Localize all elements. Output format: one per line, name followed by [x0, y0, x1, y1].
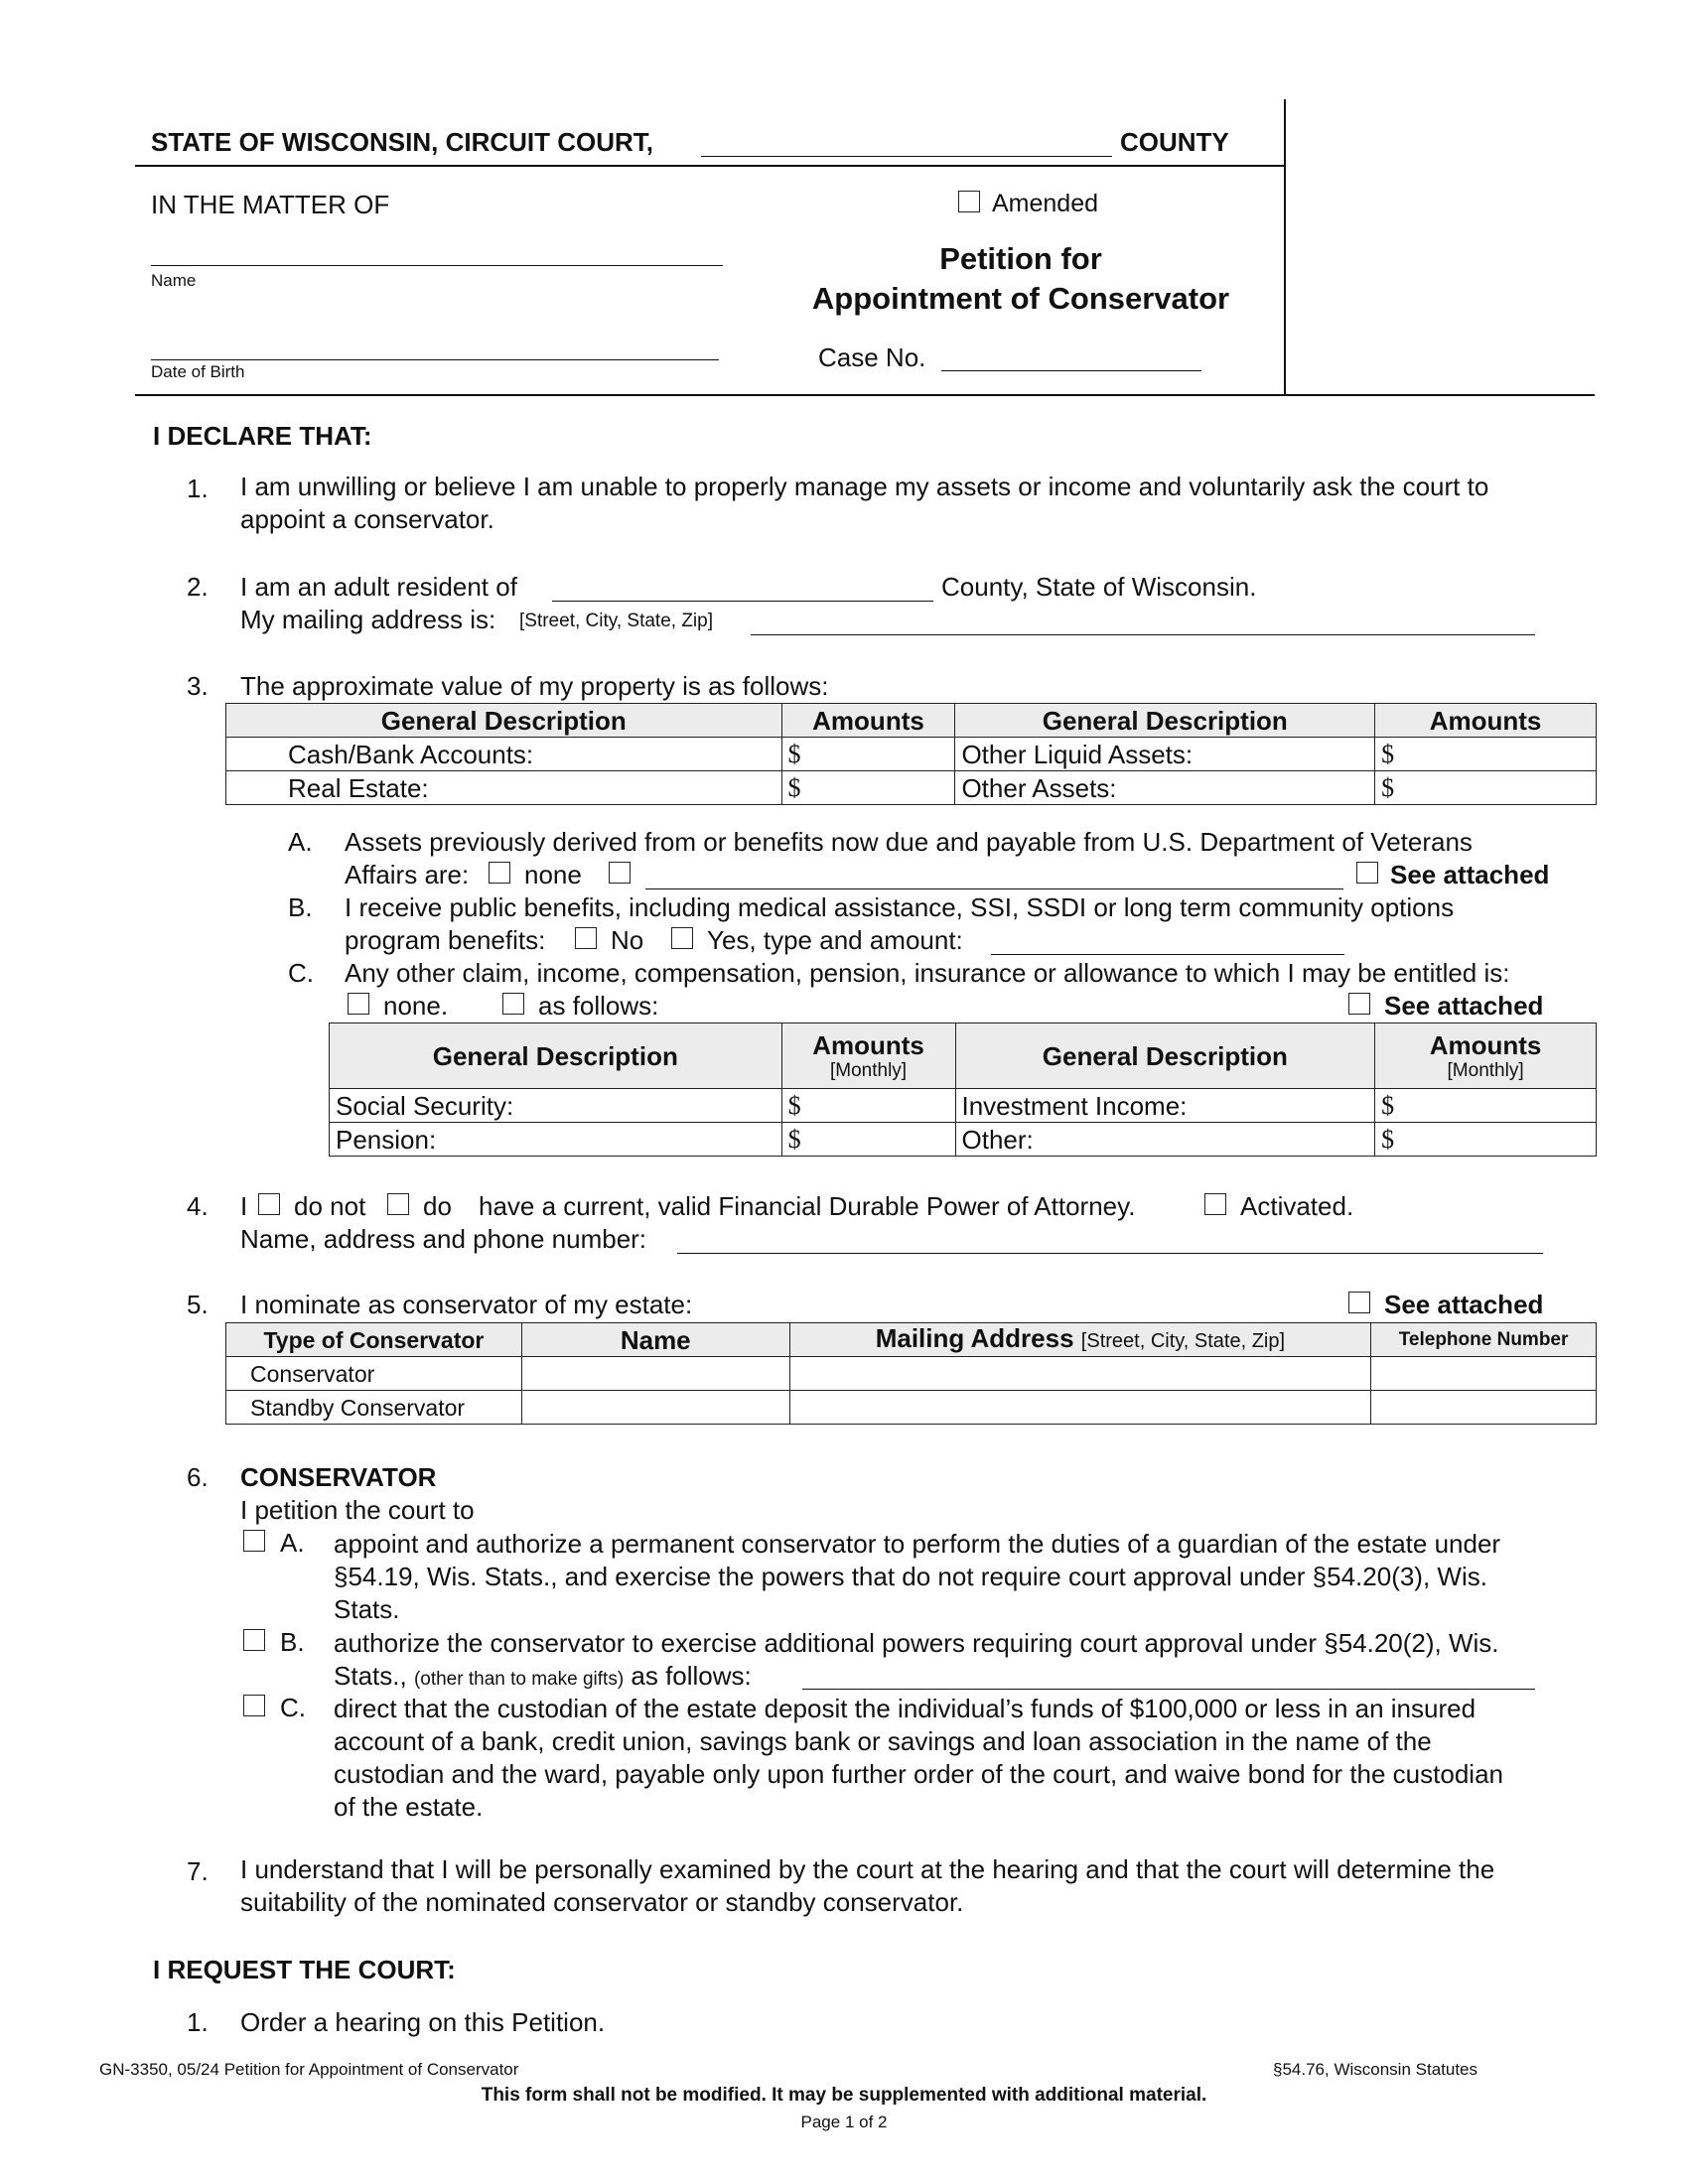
- item6c-line1: direct that the custodian of the estate deposit the individual’s funds of $100,000 or less in an insured: [334, 1694, 1477, 1723]
- item5-intro: I nominate as conservator of my estate:: [240, 1290, 693, 1319]
- item6a-line2: §54.19, Wis. Stats., and exercise the powers that do not require court approval under §54.20(3), Wis.: [334, 1562, 1487, 1591]
- benefits-no-checkbox[interactable]: [575, 927, 597, 949]
- item6b-gifts-note: (other than to make gifts): [413, 1669, 625, 1690]
- mailing-label: My mailing address is:: [240, 605, 496, 634]
- item3a-line1: Assets previously derived from or benefits now due and payable from U.S. Department of Veterans: [345, 827, 1473, 857]
- table-cell-label: Social Security:: [330, 1089, 782, 1123]
- name-label: Name: [151, 271, 197, 290]
- nominee-see-attached-checkbox[interactable]: [1348, 1292, 1370, 1313]
- table-cell-amount[interactable]: $: [781, 1089, 955, 1123]
- item3c-letter: C.: [288, 958, 314, 988]
- header-bottom-rule: [135, 394, 1595, 396]
- request-item1-number: 1.: [187, 2007, 209, 2037]
- va-none-label: none: [524, 860, 582, 889]
- other-none-label: none.: [383, 991, 449, 1021]
- va-other-checkbox[interactable]: [609, 862, 631, 884]
- footer-statute: §54.76, Wisconsin Statutes: [1273, 2060, 1478, 2079]
- table-cell-amount[interactable]: $: [1375, 1089, 1597, 1123]
- va-see-attached-checkbox[interactable]: [1356, 862, 1378, 884]
- item6c-letter: C.: [280, 1693, 306, 1722]
- item3a-letter: A.: [288, 827, 313, 857]
- monthly-label: [Monthly]: [829, 1059, 908, 1081]
- table-cell-label: Cash/Bank Accounts:: [226, 738, 782, 771]
- table-row: [330, 1089, 1597, 1123]
- other-as-follows-checkbox[interactable]: [502, 993, 524, 1015]
- county-field[interactable]: [701, 129, 1112, 157]
- table-cell-label: Investment Income:: [955, 1089, 1375, 1123]
- item6b-line1: authorize the conservator to exercise additional powers requiring court approval under §54.20(2), Wis.: [334, 1628, 1499, 1658]
- item6b-stats: Stats.,: [334, 1661, 407, 1691]
- item6-intro: I petition the court to: [240, 1495, 475, 1525]
- item4-i: I: [240, 1191, 248, 1221]
- item6a-text: [334, 1528, 1500, 1626]
- item6a-line1: appoint and authorize a permanent conservator to perform the duties of a guardian of the estate under: [334, 1529, 1501, 1559]
- table-cell-name[interactable]: [521, 1391, 789, 1425]
- va-other-field[interactable]: [645, 862, 1343, 889]
- other-as-follows-label: as follows:: [538, 991, 659, 1021]
- item1-line1: I am unwilling or believe I am unable to properly manage my assets or income and voluntarily ask the court to: [240, 472, 1489, 501]
- table-row: [226, 1391, 1597, 1425]
- case-no-label: Case No.: [818, 342, 926, 372]
- nominee-table: [225, 1322, 1597, 1425]
- income-table: [329, 1023, 1597, 1157]
- table-cell-label: Other Assets:: [955, 771, 1375, 805]
- item7-number: 7.: [187, 1856, 209, 1886]
- header-right-divider: [1284, 99, 1286, 395]
- item3-intro: The approximate value of my property is as follows:: [240, 671, 829, 701]
- benefits-no-label: No: [611, 925, 644, 955]
- table-cell-label: Standby Conservator: [226, 1391, 522, 1425]
- property-table: [225, 703, 1597, 805]
- income-table-header: [330, 1024, 1597, 1089]
- item3c-line1: Any other claim, income, compensation, pension, insurance or allowance to which I may be entitled is:: [345, 958, 1510, 988]
- item6c-text: [334, 1693, 1503, 1824]
- poa-name-field[interactable]: [677, 1226, 1543, 1254]
- resident-prefix: I am an adult resident of: [240, 572, 517, 602]
- item4-number: 4.: [187, 1191, 209, 1221]
- county-label: COUNTY: [1120, 127, 1229, 157]
- va-none-checkbox[interactable]: [489, 862, 510, 884]
- matter-label: IN THE MATTER OF: [151, 190, 390, 219]
- table-cell-amount[interactable]: $: [1375, 738, 1597, 771]
- resident-county-field[interactable]: [552, 574, 933, 602]
- mailing-address-field[interactable]: [751, 608, 1535, 635]
- conservator-a-checkbox[interactable]: [243, 1530, 265, 1552]
- additional-powers-field[interactable]: [802, 1662, 1535, 1690]
- table-cell-address[interactable]: [789, 1391, 1370, 1425]
- mailing-header-label: Mailing Address: [875, 1323, 1074, 1353]
- table-cell-address[interactable]: [789, 1357, 1370, 1391]
- item2-number: 2.: [187, 572, 209, 602]
- poa-do-label: do: [423, 1191, 452, 1221]
- table-cell-label: Other:: [955, 1123, 1375, 1157]
- item6a-line3: Stats.: [334, 1594, 400, 1624]
- page-title-line2: Appointment of Conservator: [811, 281, 1230, 316]
- table-header: [1375, 1024, 1597, 1089]
- poa-do-checkbox[interactable]: [387, 1193, 409, 1215]
- conservator-b-checkbox[interactable]: [243, 1629, 265, 1651]
- table-cell-amount[interactable]: $: [781, 1123, 955, 1157]
- table-cell-phone[interactable]: [1371, 1357, 1597, 1391]
- table-header: Type of Conservator: [226, 1323, 522, 1357]
- va-see-attached-label: See attached: [1390, 860, 1550, 889]
- table-cell-phone[interactable]: [1371, 1391, 1597, 1425]
- other-none-checkbox[interactable]: [348, 993, 369, 1015]
- amended-checkbox[interactable]: [958, 191, 980, 212]
- item3b-line2: program benefits:: [345, 925, 546, 955]
- mailing-hint: [Street, City, State, Zip]: [519, 611, 713, 631]
- item6c-line2: account of a bank, credit union, savings bank or savings and loan association in the name of the: [334, 1726, 1432, 1756]
- item3b-line1: I receive public benefits, including medical assistance, SSI, SSDI or long term community options: [345, 892, 1455, 922]
- table-cell-label: Real Estate:: [226, 771, 782, 805]
- item6c-line3: custodian and the ward, payable only upon further order of the court, and waive bond for the custodian: [334, 1759, 1503, 1789]
- item3-number: 3.: [187, 671, 209, 701]
- item6b-letter: B.: [280, 1627, 305, 1657]
- table-row: [226, 1357, 1597, 1391]
- table-cell-label: Other Liquid Assets:: [955, 738, 1375, 771]
- name-field[interactable]: [151, 238, 723, 266]
- monthly-label: [Monthly]: [1447, 1059, 1524, 1081]
- court-label: STATE OF WISCONSIN, CIRCUIT COURT,: [151, 127, 654, 157]
- item6-heading: CONSERVATOR: [240, 1462, 437, 1492]
- item3b-letter: B.: [288, 892, 313, 922]
- table-cell-label: Conservator: [226, 1357, 522, 1391]
- nominee-see-attached-label: See attached: [1384, 1290, 1544, 1319]
- case-no-field[interactable]: [941, 343, 1201, 371]
- page-title-line1: Petition for: [939, 241, 1102, 276]
- conservator-c-checkbox[interactable]: [243, 1695, 265, 1716]
- item7-text: [240, 1853, 1494, 1919]
- declare-heading: I DECLARE THAT:: [153, 421, 372, 451]
- table-header: Name: [521, 1323, 789, 1357]
- table-header: General Description: [955, 704, 1375, 738]
- poa-do-not-checkbox[interactable]: [258, 1193, 280, 1215]
- table-cell-name[interactable]: [521, 1357, 789, 1391]
- poa-activated-checkbox[interactable]: [1204, 1193, 1226, 1215]
- dob-label: Date of Birth: [151, 362, 245, 381]
- item1-text: [240, 471, 1488, 536]
- amended-label: Amended: [992, 190, 1099, 217]
- benefits-yes-label: Yes, type and amount:: [707, 925, 963, 955]
- item1-line2: appoint a conservator.: [240, 504, 494, 534]
- item3a-line2: Affairs are:: [345, 860, 470, 889]
- amounts-label: Amounts: [1429, 1029, 1542, 1060]
- footer-page-number: Page 1 of 2: [800, 2113, 888, 2131]
- header-divider: [135, 165, 1285, 167]
- table-header: General Description: [226, 704, 782, 738]
- footer-notice: This form shall not be modified. It may be supplemented with additional material.: [481, 2085, 1207, 2106]
- item5-number: 5.: [187, 1290, 209, 1319]
- amounts-label: Amounts: [812, 1029, 924, 1060]
- table-row: [226, 771, 1597, 805]
- item7-line1: I understand that I will be personally examined by the court at the hearing and that the court will determine the: [240, 1854, 1495, 1884]
- nominee-table-header: [226, 1323, 1597, 1357]
- item6-number: 6.: [187, 1462, 209, 1492]
- request-item1-text: Order a hearing on this Petition.: [240, 2007, 606, 2037]
- poa-name-label: Name, address and phone number:: [240, 1224, 647, 1254]
- table-cell-label: Pension:: [330, 1123, 782, 1157]
- table-cell-amount[interactable]: $: [1375, 1123, 1597, 1157]
- table-header: [781, 1024, 955, 1089]
- property-table-header: [226, 704, 1597, 738]
- other-see-attached-label: See attached: [1384, 991, 1544, 1021]
- table-row: [226, 738, 1597, 771]
- table-header: Telephone Number: [1371, 1323, 1597, 1357]
- table-header: General Description: [955, 1024, 1375, 1089]
- item1-number: 1.: [187, 474, 209, 503]
- dob-field[interactable]: [151, 333, 719, 360]
- table-header: General Description: [330, 1024, 782, 1089]
- item6c-line4: of the estate.: [334, 1792, 484, 1822]
- table-cell-amount[interactable]: $: [781, 771, 955, 805]
- table-header: [789, 1323, 1370, 1357]
- item7-line2: suitability of the nominated conservator or standby conservator.: [240, 1887, 964, 1917]
- request-heading: I REQUEST THE COURT:: [153, 1955, 456, 1984]
- poa-do-not-label: do not: [294, 1191, 366, 1221]
- table-row: [330, 1123, 1597, 1157]
- other-see-attached-checkbox[interactable]: [1348, 993, 1370, 1015]
- item6b-as-follows: as follows:: [631, 1661, 752, 1691]
- table-header: Amounts: [781, 704, 955, 738]
- table-cell-amount[interactable]: $: [781, 738, 955, 771]
- page-title: [784, 239, 1257, 319]
- table-cell-amount[interactable]: $: [1375, 771, 1597, 805]
- mailing-header-hint: [Street, City, State, Zip]: [1080, 1330, 1286, 1352]
- resident-suffix: County, State of Wisconsin.: [941, 572, 1257, 602]
- item6a-letter: A.: [280, 1528, 305, 1558]
- poa-activated-label: Activated.: [1240, 1191, 1354, 1221]
- footer-form-id: GN-3350, 05/24 Petition for Appointment of Conservator: [99, 2060, 519, 2079]
- table-header: Amounts: [1375, 704, 1597, 738]
- poa-text: have a current, valid Financial Durable Power of Attorney.: [479, 1191, 1136, 1221]
- benefits-amount-field[interactable]: [991, 927, 1344, 955]
- benefits-yes-checkbox[interactable]: [671, 927, 693, 949]
